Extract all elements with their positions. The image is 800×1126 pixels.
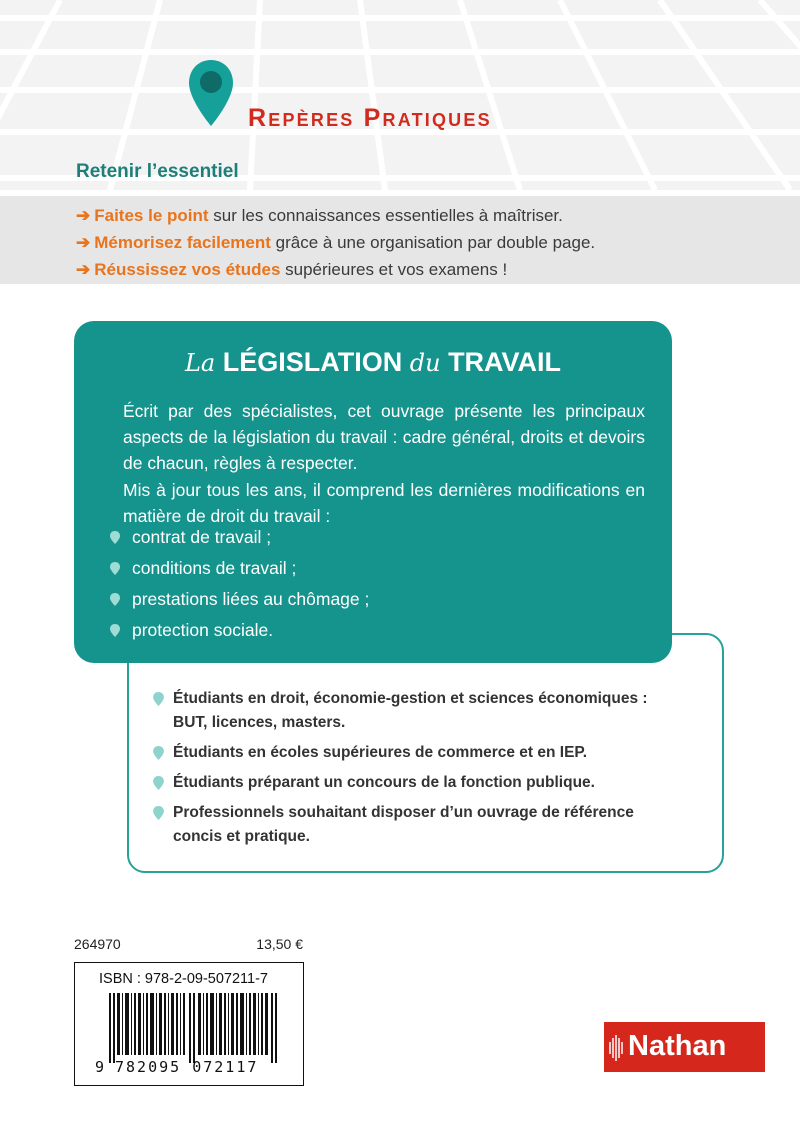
audience-box [127, 633, 724, 873]
pin-bullet-icon [153, 806, 164, 820]
barcode-graphic [109, 993, 277, 1063]
audience-item [173, 801, 634, 849]
pin-bullet-icon [110, 531, 120, 544]
pin-bullet-icon [110, 593, 120, 606]
book-title-word2: TRAVAIL [448, 347, 562, 377]
publisher-name: Nathan [628, 1030, 727, 1062]
book-title-la: La [184, 349, 216, 377]
topic-item [110, 527, 271, 548]
publisher-logo [604, 1022, 765, 1072]
audience-line: BUT, licences, masters. [173, 714, 346, 731]
pin-bullet-icon [110, 562, 120, 575]
topic-item [110, 589, 369, 610]
key-point-text: grâce à une organisation par double page. [270, 233, 596, 252]
key-point-highlight: Réussissez vos études [94, 260, 281, 279]
key-point-text: supérieures et vos examens ! [280, 260, 508, 279]
arrow-right-icon: ➔ [76, 206, 91, 225]
location-pin-icon [187, 58, 235, 130]
barcode-box [74, 962, 304, 1086]
section-heading: Retenir l’essentiel [76, 161, 239, 182]
topic-item [110, 620, 273, 641]
topic-text: conditions de travail ; [132, 558, 297, 578]
audience-item [173, 687, 648, 735]
book-description-card [74, 321, 672, 663]
key-point-highlight: Faites le point [94, 206, 209, 225]
audience-line: Étudiants en droit, économie-gestion et sciences économiques : [173, 690, 648, 707]
book-title-du: du [409, 349, 441, 377]
pin-bullet-icon [153, 776, 164, 790]
description-paragraph: Mis à jour tous les ans, il comprend les dernières modifications en matière de droit du travail : [123, 480, 645, 526]
description-paragraph: Écrit par des spécialistes, cet ouvrage présente les principaux aspects de la législation du travail : cadre général, droits et devoirs de chacun, règles à respecter. [123, 401, 645, 473]
barcode-digits: 782095 072117 [115, 1058, 259, 1076]
topic-text: contrat de travail ; [132, 527, 272, 547]
audience-line: Étudiants préparant un concours de la fonction publique. [173, 774, 595, 791]
audience-line: Professionnels souhaitant disposer d’un ouvrage de référence [173, 804, 634, 821]
price: 13,50 € [256, 936, 303, 952]
topic-item [110, 558, 296, 579]
isbn-text: ISBN : 978-2-09-507211-7 [99, 971, 269, 987]
topic-text: prestations liées au chômage ; [132, 589, 370, 609]
book-title-word1: LÉGISLATION [222, 347, 403, 377]
arrow-right-icon: ➔ [76, 233, 91, 252]
product-code: 264970 [74, 936, 121, 952]
book-title [74, 347, 672, 378]
topic-text: protection sociale. [132, 620, 274, 640]
audience-line: Étudiants en écoles supérieures de commerce et en IEP. [173, 744, 588, 761]
key-point [76, 260, 507, 280]
arrow-right-icon: ➔ [76, 260, 91, 279]
pin-bullet-icon [110, 624, 120, 637]
key-point-text: sur les connaissances essentielles à maîtriser. [208, 206, 563, 225]
publisher-stripes-icon [608, 1030, 626, 1064]
key-point [76, 206, 563, 226]
series-title: Repères Pratiques [248, 104, 492, 132]
audience-item [173, 741, 587, 765]
audience-line: concis et pratique. [173, 828, 310, 845]
key-point-highlight: Mémorisez facilement [94, 233, 271, 252]
audience-item [173, 771, 595, 795]
key-point [76, 233, 595, 253]
barcode-lead-digit: 9 [95, 1058, 105, 1076]
pin-bullet-icon [153, 692, 164, 706]
pin-bullet-icon [153, 746, 164, 760]
